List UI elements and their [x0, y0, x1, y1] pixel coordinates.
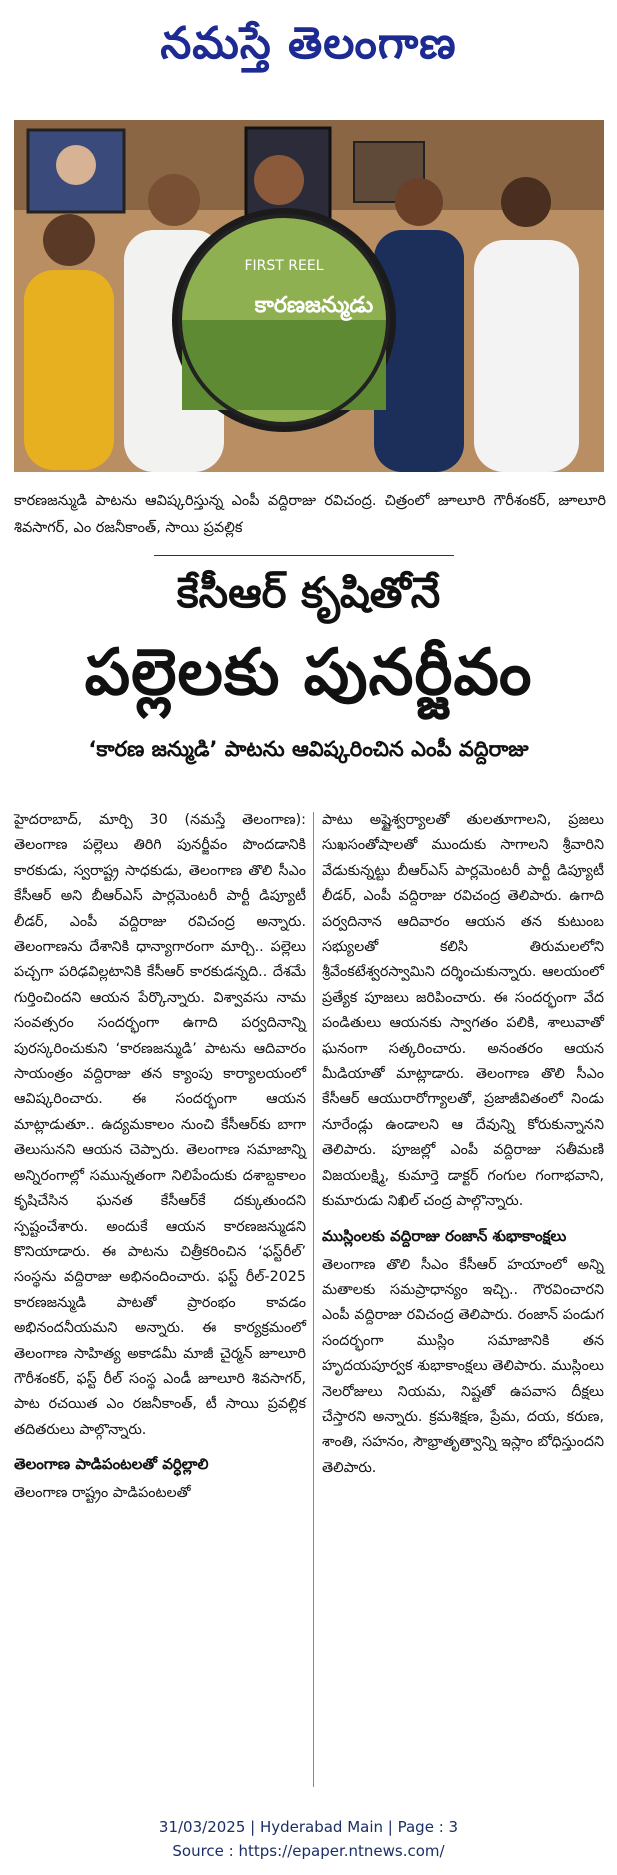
headline: పల్లెలకు పునర్జీవం: [84, 636, 533, 710]
photo-song-title: కారణజన్ముడు: [254, 293, 374, 318]
paragraph: పాటు అష్టైశ్వర్యాలతో తులతూగాలని, ప్రజలు సుఖసంతోషాలతో ముందుకు సాగాలని శ్రీవారిని వేడుకున్నట్టు బీఆర్ఎస్ పార్లమెంటరీ పార్టీ డిప్యూటీ లీడర్, ఎంపీ వద్దిరాజు రవిచంద్ర తెలిపారు. ఉగాది పర్వదినాన ఆదివారం ఆయన తన కుటుంబ సభ్యులతో కలిసి తిరుమలలోని శ్రీవేంకటేశ్వరస్వామిని దర్శించుకున్నారు. ఆలయంలో ప్రత్యేక పూజలు జరిపించారు. ఈ సందర్భంగా వేద పండితులు ఆయనకు స్వాగతం పలికి, శాలువాతో ఘనంగా సత్కరించారు. అనంతరం ఆయన మీడియాతో మాట్లాడారు. తెలంగాణ తొలి సీఎం కేసీఆర్ ఆయురారోగ్యాలతో, ప్రజాజీవితంలో నిండు నూరేండ్లు ఉండాలని ఆ దేవున్ని కోరుకున్నానని తెలిపారు. పూజల్లో ఎంపీ వద్దిరాజు సతీమణి విజయలక్ష్మి, కుమార్తె డాక్టర్ గంగుల గంగాభవాని, కుమారుడు నిఖిల్ చంద్ర పాల్గొన్నారు.: [322, 812, 604, 1210]
column-divider: [313, 812, 314, 1787]
newspaper-logo: నమస్తే తెలంగాణ: [160, 18, 457, 69]
paragraph: తెలంగాణ రాష్ట్రం పాడిపంటలతో: [14, 1485, 191, 1502]
masthead: [0, 0, 617, 100]
photo-caption: కారణజన్ముడి పాటను ఆవిష్కరిస్తున్న ఎంపీ వద్దిరాజు రవిచంద్ర. చిత్రంలో జూలూరి గౌరీశంకర్, జూలూరి శివసాగర్, ఎం రజనీకాంత్, సాయి ప్రవల్లిక: [14, 493, 606, 536]
news-photo: [14, 120, 604, 472]
photo-banner-text: FIRST REEL: [244, 258, 324, 274]
paragraph: హైదరాబాద్, మార్చి 30 (నమస్తే తెలంగాణ): తెలంగాణ పల్లెలు తిరిగి పునర్జీవం పొందడానికి కారకుడు, స్వరాష్ట్ర సాధకుడు, తెలంగాణ తొలి సీఎం కేసీఆర్ అని బీఆర్ఎస్ పార్లమెంటరీ పార్టీ డిప్యూటీ లీడర్, ఎంపీ వద్దిరాజు రవిచంద్ర అన్నారు. తెలంగాణను దేశానికి ధాన్యాగారంగా మార్చి.. పల్లెలు పచ్చగా పరిఢవిల్లటానికి కేసీఆర్ కారకుడన్నది.. దేశమే గుర్తించిందని ఆయన పేర్కొన్నారు. విశ్వావసు నామ సంవత్సరం సందర్భంగా ఉగాది పర్వదినాన్ని పురస్కరించుకుని ‘కారణజన్ముడి’ పాటను ఆదివారం సాయంత్రం వద్దిరాజు తన క్యాంపు కార్యాలయంలో ఆవిష్కరించారు. ఈ సందర్భంగా ఆయన మాట్లాడుతూ.. ఉద్యమకాలం నుంచి కేసీఆర్‌కు బాగా తెలుసునని ఆయన చెప్పారు. తెలంగాణ సమాజాన్ని అన్నిరంగాల్లో సమున్నతంగా నిలిపేందుకు దశాబ్దకాలం కృషిచేసిన ఘనత కేసీఆర్‌కే దక్కుతుందని స్పష్టంచేశారు. అందుకే ఆయన కారణజన్ముడని కొనియాడారు. ఈ పాటను చిత్రీకరించిన ‘ఫస్ట్‌రీల్’ సంస్థను వద్దిరాజు అభినందించారు. ఫస్ట్ రీల్-2025 కారణజన్ముడి పాటతో ప్రారంభం కావడం అభినందనీయమని అన్నారు. ఈ కార్యక్రమంలో తెలంగాణ సాహిత్య అకాడమీ మాజీ చైర్మన్ జూలూరి గౌరీశంకర్, ఫస్ట్ రీల్ సంస్థ ఎండీ జూలూరి శివసాగర్, పాట రచయిత ఎం రజనీకాంత్, టీ సాయి ప్రవల్లిక తదితరులు పాల్గొన్నారు.: [14, 812, 306, 1438]
source-link[interactable]: Source : https://epaper.ntnews.com/: [172, 1842, 445, 1860]
article-column-1: [14, 808, 306, 1507]
section-subheading: ముస్లింలకు వద్దిరాజు రంజాన్ శుభాకాంక్షలు: [322, 1226, 567, 1245]
date-edition-page: 31/03/2025 | Hyderabad Main | Page : 3: [158, 1818, 459, 1836]
sub-headline: ‘కారణ జన్ముడి’ పాటను ఆవిష్కరించిన ఎంపీ వద్దిరాజు: [88, 737, 529, 761]
paragraph: తెలంగాణ తొలి సీఎం కేసీఆర్ హయాంలో అన్ని మతాలకు సమప్రాధాన్యం ఇచ్చి.. గౌరవించారని ఎంపీ వద్దిరాజు రవిచంద్ర తెలిపారు. రంజాన్ పండుగ సందర్భంగా ముస్లిం సమాజానికి తన హృదయపూర్వక శుభాకాంక్షలు తెలిపారు. ముస్లింలు నెలరోజులు నియమ, నిష్టతో ఉపవాస దీక్షలు చేస్తారని అన్నారు. క్రమశిక్షణ, ప్రేమ, దయ, కరుణ, శాంతి, సహనం, సౌభ్రాతృత్వాన్ని ఇస్లాం బోధిస్తుందని తెలిపారు.: [322, 1256, 604, 1476]
footer: [0, 1815, 617, 1863]
divider: [154, 555, 454, 556]
section-subheading: తెలంగాణ పాడిపంటలతో వర్ధిల్లాలి: [14, 1455, 209, 1474]
photo-illustration: [14, 120, 604, 472]
headline-kicker: కేసీఆర్ కృషితోనే: [176, 568, 441, 617]
article-column-2: [322, 808, 604, 1481]
